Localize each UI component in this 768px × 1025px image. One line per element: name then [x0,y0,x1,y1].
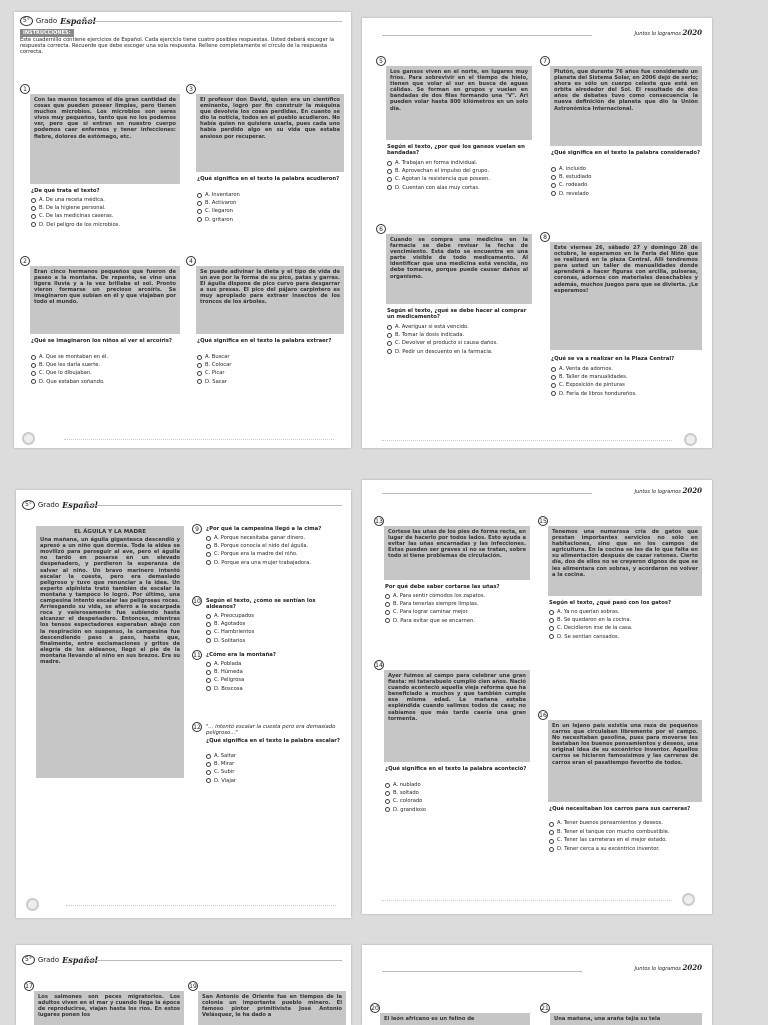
radio-circle-icon[interactable] [197,363,202,368]
reading-passage: Se puede adivinar la dieta y el tipo de vida de un ave por la forma de su pico, patas y garras. El águila dispone de pico curvo para desgarrar a sus presas. El pico del pájaro carpintero es muy apropiado para extraer insectos de los troncos de los árboles. [196,266,344,334]
question-text: ¿Qué significa en el texto la palabra escalar? [206,738,340,744]
answer-options [551,365,703,398]
item-number: 9 [192,524,202,534]
item-number: 7 [540,56,550,66]
reading-passage: San Antonio de Oriente fue en tiempos de la colonia un importante pueblo minero. El famoso pintor primitivista José Antonio Velásquez, le ha dado a [198,991,346,1025]
radio-circle-icon[interactable] [387,161,392,166]
answer-option[interactable]: B. soltado [385,789,531,797]
radio-circle-icon[interactable] [31,371,36,376]
answer-option[interactable]: D. Tener cerca a su excéntrico inventor. [549,846,703,853]
instructions-title: INSTRUCCIONES: [20,29,74,37]
radio-circle-icon[interactable] [206,552,211,557]
answer-option[interactable]: C. Devolver el producto si causa daños. [387,339,533,347]
radio-circle-icon[interactable] [549,634,554,639]
question-text: Según el texto, ¿por qué los gansos vuelan en bandadas? [387,144,525,157]
radio-circle-icon[interactable] [31,206,36,211]
question-text: ¿Por qué la campesina llegó a la cima? [206,526,322,532]
radio-circle-icon[interactable] [551,175,556,180]
answer-option[interactable]: D. revelado [551,190,703,198]
radio-circle-icon[interactable] [551,167,556,172]
answer-option[interactable]: A. Averiguar si está vencido. [387,323,533,331]
radio-circle-icon[interactable] [385,618,390,623]
answer-options [197,191,345,224]
answer-option[interactable]: D. Solitarios [206,637,346,645]
answer-option[interactable]: D. Cuentan con alas muy cortas. [387,184,533,192]
answer-options [197,353,345,386]
item-number: 15 [539,518,547,525]
item-number: 17 [25,983,33,990]
answer-option[interactable]: A. De una receta médica. [31,196,181,204]
answer-option[interactable]: A. nublado [385,781,531,789]
answer-option[interactable]: B. Que les daría suerte. [31,361,181,369]
radio-circle-icon[interactable] [387,341,392,346]
radio-circle-icon[interactable] [387,169,392,174]
answer-option[interactable]: A. Venta de adornos. [551,365,703,373]
question-text: Según el texto, ¿qué pasó con los gatos? [549,600,672,606]
radio-circle-icon[interactable] [385,791,390,796]
page-6 [362,945,712,1025]
radio-circle-icon[interactable] [206,778,211,783]
answer-option[interactable]: A. Trabajan en forma individual. [387,159,533,167]
grade-number: 5° [20,16,33,26]
radio-circle-icon[interactable] [387,349,392,354]
answer-option[interactable]: C. Picar [197,369,345,377]
reading-passage: En un lejano país existía una raza de pequeños carros que circulaban libremente por el campo. No necesitaban gasolina, pues para moverse les bastaban los buenos pensamientos y deseos, una original idea de su excéntrico inventor. Aquellos carros se hicieron famosísimos y las carreras de carros eran el pasatiempo favorito de todos. [548,720,702,802]
answer-options [549,820,703,852]
answer-options [206,752,346,785]
question-text: ¿Qué significa en el texto la palabra extraer? [197,338,332,344]
radio-circle-icon[interactable] [31,363,36,368]
answer-option[interactable]: A. Saltar [206,752,346,760]
grade-word: Grado [35,17,58,25]
radio-circle-icon[interactable] [206,536,211,541]
answer-option[interactable]: A. Tener buenos pensamientos y deseos. [549,820,703,827]
page-5 [16,945,351,1025]
answer-option[interactable]: B. Colocar [197,361,345,369]
item-number: 10 [193,598,201,605]
question-text: ¿Cómo era la montaña? [206,652,276,658]
story-text: Una mañana, un águila gigantesca descendió y apresó a un niño que dormía. Toda la aldea se movilizó para perseguir al ave, pero el águila no tardó en posarse en un elevado despeñadero, y perdieron la esperanza de salvar al niño. Un bravo marinero intentó escalar la cuesta, pero era demasiado peligroso y tuvo que renunciar a la idea. Un experto alpinista trató también de escalar la montaña y tampoco lo logró. Por último, una campesina intentó escalar las peligrosas rocas. Arriesgando su vida, se aferró a la escarpada roca y valerosamente fue subiendo hasta alcanzar el despeñadero. Entonces, mientras los tensos espectadores esperaban abajo con la respiración en suspenso, la campesina fue descendiendo paso a paso, hasta que, finalmente, entre exclamaciones y gritos de alegría de los aldeanos, llegó al pie de la montaña llevando al niño en sus brazos. Era su madre. [40,537,180,665]
reading-passage: Ayer fuimos al campo para celebrar una gran fiesta: mi tatarabuelo cumplió cien años. Nació cuando aconteció aquella vieja reforma que ha beneficiado a muchos y que también cumple esa misma edad. La mañana estaba espléndida cuando salimos todos de casa; no sabíamos que más tarde caería una gran tormenta. [384,670,530,762]
answer-options [387,159,533,192]
answer-options [551,165,703,198]
answer-options [549,608,703,641]
radio-circle-icon[interactable] [549,847,554,852]
radio-circle-icon[interactable] [197,379,202,384]
answer-option[interactable]: B. De la higiene personal. [31,204,181,212]
question-text: ¿Qué significa en el texto la palabra aconteció? [385,766,527,772]
radio-circle-icon[interactable] [197,355,202,360]
question-text: ¿De qué trata el texto? [31,188,100,194]
reading-passage: Los gansos viven en el norte, en lugares muy fríos. Para sobrevivir en el tiempo de hielo, tienen que volar al sur en busca de aguas cálidas. Se forman en grupos y vuelan en bandadas de dos filas formando una "V". Ari pueden volar hasta 800 kilómetros en un solo día. [386,66,532,140]
subject-title: Español [62,955,98,965]
radio-circle-icon[interactable] [387,185,392,190]
page-number-icon [684,433,697,446]
item-number: 12 [193,724,201,731]
answer-option[interactable]: C. colorado [385,797,531,805]
header-rule [86,960,342,961]
radio-circle-icon[interactable] [206,560,211,565]
reading-passage: Una mañana, una araña tejía su tela [550,1013,702,1025]
question-text: ¿Qué se va a realizar en la Plaza Central? [551,356,675,362]
item-number: 13 [375,518,383,525]
radio-circle-icon[interactable] [206,638,211,643]
answer-option[interactable]: A. Inventaron [197,191,345,199]
radio-circle-icon[interactable] [387,325,392,330]
radio-circle-icon[interactable] [31,214,36,219]
reading-passage: El león africano es un felino de [380,1013,530,1025]
question-text: ¿Qué se imaginaron los niños al ver el arcoíris? [31,338,172,344]
answer-option[interactable]: C. Tener las carreteras en el mejor estado. [549,837,703,844]
answer-options [206,660,346,693]
question-text: Por qué debe saber cortarse las uñas? [385,584,500,590]
question-text: Según el texto, ¿qué se debe hacer al comprar un medicamento? [387,308,527,321]
page-1 [14,12,351,448]
page-number-icon [22,432,35,445]
radio-circle-icon[interactable] [387,177,392,182]
subject-title: Español [62,500,98,510]
radio-circle-icon[interactable] [385,807,390,812]
answer-options [31,353,181,386]
radio-circle-icon[interactable] [206,670,211,675]
answer-option[interactable]: B. Para tenerlas siempre limpias. [385,600,531,608]
item-number: 16 [539,712,547,719]
answer-option[interactable]: B. Mirar [206,760,346,768]
radio-circle-icon[interactable] [549,839,554,844]
radio-circle-icon[interactable] [549,610,554,615]
answer-option[interactable]: A. incluido [551,165,703,173]
answer-option[interactable]: D. Boscosa [206,685,346,693]
answer-option[interactable]: A. Ya no querían sobras. [549,608,703,616]
radio-circle-icon[interactable] [206,678,211,683]
radio-circle-icon[interactable] [385,799,390,804]
radio-circle-icon[interactable] [551,183,556,188]
radio-circle-icon[interactable] [31,198,36,203]
grade-word: Grado [37,956,60,964]
answer-option[interactable]: B. Porque conocía el nido del águila. [206,542,346,550]
reading-passage: Eran cinco hermanos pequeños que fueron de paseo a la montaña. De repente, se vino una ligera lluvia y a la vez brillaba el sol. Pronto vieron formarse un precioso arcoíris. Se imaginaron que subían en él y que viajaban por todo el mundo. [30,266,180,334]
radio-circle-icon[interactable] [206,544,211,549]
answer-option[interactable]: A. Preocupados [206,612,346,620]
radio-circle-icon[interactable] [206,686,211,691]
grade-number: 5° [22,955,35,965]
answer-option[interactable]: A. Porque necesitaba ganar dinero. [206,534,346,542]
item-number: 2 [20,256,30,266]
answer-option[interactable]: B. Húmeda [206,668,346,676]
radio-circle-icon[interactable] [549,626,554,631]
answer-options [385,592,531,625]
radio-circle-icon[interactable] [387,333,392,338]
answer-option[interactable]: D. grandioso [385,806,531,814]
grade-word: Grado [37,501,60,509]
page-2 [362,18,712,448]
radio-circle-icon[interactable] [385,602,390,607]
radio-circle-icon[interactable] [31,222,36,227]
answer-option[interactable]: C. Decidieron irse de la casa. [549,624,703,632]
reading-passage: Con las manos tocamos el día gran cantidad de cosas que pueden poseer limpias, pero tienen muchos microbios. Los microbios son seres vivos muy pequeños, tanto que no los podemos ver, pero que si entran en nuestro cuerpo podemos caer enfermos y tener infecciones: fiebre, dolores de estómago, etc. [30,94,180,184]
radio-circle-icon[interactable] [549,822,554,827]
radio-circle-icon[interactable] [549,830,554,835]
answer-options [387,323,533,356]
page-number-icon [682,893,695,906]
radio-circle-icon[interactable] [206,770,211,775]
reading-passage: Plutón, que durante 76 años fue considerado un planeta del Sistema Solar, en 2006 dejó de serlo; ahora es sólo un cuerpo celeste que está en órbita alrededor del Sol. El resultado de dos años de debates tuvo como consecuencia la nueva definición de planeta que dio la Unión Astronómica Internacional. [550,66,702,146]
reading-passage: Este viernes 26, sábado 27 y domingo 28 de octubre, le esperamos en la Feria del Niño que se realizará en la plaza Central. Allí tendremos para usted un taller de manualidades donde aprenderá a hacer figuras con arcilla, pulseras, coronas, adornos con materiales desechables y además, muchos juegos para que se divierta. ¡Le esperamos! [550,242,702,350]
answer-option[interactable]: D. Pedir un descuento en la farmacia. [387,348,533,356]
answer-option[interactable]: D. Porque era una mujer trabajadora. [206,559,346,567]
item-number: 11 [193,652,201,659]
answer-option[interactable]: D. Viajar [206,777,346,785]
radio-circle-icon[interactable] [551,375,556,380]
instructions-text: Este cuadernillo contiene ejercicios de Español. Cada ejercicio tiene cuatro posibles respuestas. Usted deberá escoger la respuesta correcta. Recuerde que debe escoger una sola respuesta. Rellene completamente el círculo de la respuesta correcta. [20,37,335,56]
radio-circle-icon[interactable] [206,662,211,667]
answer-options [206,612,346,645]
radio-circle-icon[interactable] [206,762,211,767]
answer-option[interactable]: A. Que se montaban en él. [31,353,181,361]
answer-option[interactable]: C. Hambrientos [206,628,346,636]
reading-passage: Cuando se compra una medicina en la farmacia se debe revisar la fecha de vencimiento. Esta dato se encuentra en una parte visible de todo medicamento. Al identificar que una medicina está vencida, no debe tomarse, porque puede causar daños al organismo. [386,234,532,304]
page-brand: Juntos lo logramos 2020 [634,963,702,972]
header-rule [86,505,342,506]
answer-option[interactable]: B. Tener el tanque con mucho combustible. [549,829,703,836]
answer-option[interactable]: A. Para sentir cómodos los zapatos. [385,592,531,600]
radio-circle-icon[interactable] [549,618,554,623]
radio-circle-icon[interactable] [551,191,556,196]
page-4 [362,480,712,914]
radio-circle-icon[interactable] [551,383,556,388]
page-brand: Juntos lo logramos 2020 [634,28,702,37]
answer-option[interactable]: B. Activaron [197,199,345,207]
page-3 [16,490,351,918]
answer-option[interactable]: C. Exposición de pinturas [551,381,703,389]
footer-rule [66,905,336,906]
question-text: ¿Qué significa en el texto la palabra considerado? [551,150,701,156]
answer-option[interactable]: B. estudiado [551,173,703,181]
answer-option[interactable]: C. Porque era la madre del niño. [206,550,346,558]
item-number: 6 [376,224,386,234]
quote-text: "... intentó escalar la cuesta pero era demasiado peligroso..." [206,724,336,737]
answer-option[interactable]: A. Poblada [206,660,346,668]
footer-rule [64,439,334,440]
question-text: ¿Qué significa en el texto la palabra acudieron? [197,176,340,182]
answer-option[interactable]: B. Se quedaron en la cocina. [549,616,703,624]
radio-circle-icon[interactable] [385,610,390,615]
radio-circle-icon[interactable] [385,783,390,788]
reading-passage [36,526,184,778]
item-number: 20 [371,1005,379,1012]
answer-option[interactable]: A. Buscar [197,353,345,361]
item-number: 19 [189,983,197,990]
story-title: EL ÁGUILA Y LA MADRE [74,529,146,535]
answer-option[interactable]: C. De las medicinas caseras. [31,212,181,220]
answer-option[interactable]: D. Sacar [197,378,345,386]
radio-circle-icon[interactable] [206,754,211,759]
answer-option[interactable]: C. Que lo dibujaban. [31,369,181,377]
item-number: 14 [375,662,383,669]
header-rule [382,35,592,36]
answer-options [31,196,181,229]
radio-circle-icon[interactable] [197,193,202,198]
answer-option[interactable]: D. Del peligro de los microbios. [31,221,181,229]
radio-circle-icon[interactable] [197,209,202,214]
radio-circle-icon[interactable] [206,614,211,619]
radio-circle-icon[interactable] [551,367,556,372]
radio-circle-icon[interactable] [197,201,202,206]
question-text: ¿Qué necesitaban los carros para sus carreras? [549,806,691,812]
answer-option[interactable]: D. gritaron [197,216,345,224]
header-rule [382,971,582,972]
item-number: 5 [376,56,386,66]
answer-option[interactable]: C. llegaron [197,207,345,215]
radio-circle-icon[interactable] [31,379,36,384]
answer-option[interactable]: B. Taller de manualidades. [551,373,703,381]
page-number-icon [26,898,39,911]
grade-number: 5° [22,500,35,510]
header-rule [382,493,592,494]
answer-options [206,534,346,567]
answer-option[interactable]: C. Subir [206,768,346,776]
answer-option[interactable]: D. Feria de libros hondureños. [551,390,703,398]
reading-passage: Los salmones son peces migratorios. Los adultos viven en el mar y cuando llega la época de reproducirse, viajan hasta los ríos. En estos lugares ponen los [34,991,184,1025]
answer-option[interactable]: C. Agotan la resistencia que poseen. [387,175,533,183]
reading-passage: El profesor don David, quien era un científico eminente, logró por fin construir la máquina que devolvía los cosas perdidas. En cuanto se dio la noticia, todos en el pueblo acudieron. No había quien no quisiera usarla, pues cada uno había perdido algo en su vida que estaba ansioso por recuperar. [196,94,344,172]
radio-circle-icon[interactable] [31,355,36,360]
answer-option[interactable]: C. Peligrosa [206,676,346,684]
radio-circle-icon[interactable] [197,371,202,376]
answer-option[interactable]: C. Para lograr caminar mejor. [385,608,531,616]
item-number: 1 [20,84,30,94]
radio-circle-icon[interactable] [551,391,556,396]
radio-circle-icon[interactable] [206,622,211,627]
reading-passage: Tenemos una numerosa cría de gatos que prestan importantes servicios no sólo en habitaciones, sino que en los campos de agricultura. En la cocina se les da lo que falta en su alimentación después de cazar ratones. Cierto día, dos de ellos no se creyeron dignos de que se les alimentara con sobras, y acordaron no volver a la cocina. [548,526,702,596]
answer-option[interactable]: C. rodeado [551,181,703,189]
answer-option[interactable]: D. Que estaban soñando. [31,378,181,386]
reading-passage: Córtese las uñas de los pies de forma recta, en lugar de hacerlo por todos lados. Esto ayuda a evitar las uñas encarnadas y las infecciones. Estas pueden ser graves si no se tratan, sobre todo si tiene problemas de circulación. [384,526,530,580]
header-rule [80,21,342,22]
item-number: 8 [540,232,550,242]
item-number: 21 [541,1005,549,1012]
answer-option[interactable]: D. Para evitar que se encarnen. [385,617,531,625]
radio-circle-icon[interactable] [197,217,202,222]
answer-option[interactable]: B. Aprovechan el impulso del grupo. [387,167,533,175]
item-number: 4 [186,256,196,266]
footer-rule [382,440,672,441]
radio-circle-icon[interactable] [385,594,390,599]
item-number: 3 [186,84,196,94]
page-brand: Juntos lo logramos 2020 [634,486,702,495]
radio-circle-icon[interactable] [206,630,211,635]
question-text: Según el texto, ¿cómo se sentían los aldeanos? [206,598,316,611]
answer-option[interactable]: B. Agotados [206,620,346,628]
answer-options [385,781,531,814]
answer-option[interactable]: D. Se sentían cansados. [549,633,703,641]
subject-title: Español [60,16,96,26]
footer-rule [382,900,672,901]
answer-option[interactable]: B. Tomar la dosis indicada. [387,331,533,339]
